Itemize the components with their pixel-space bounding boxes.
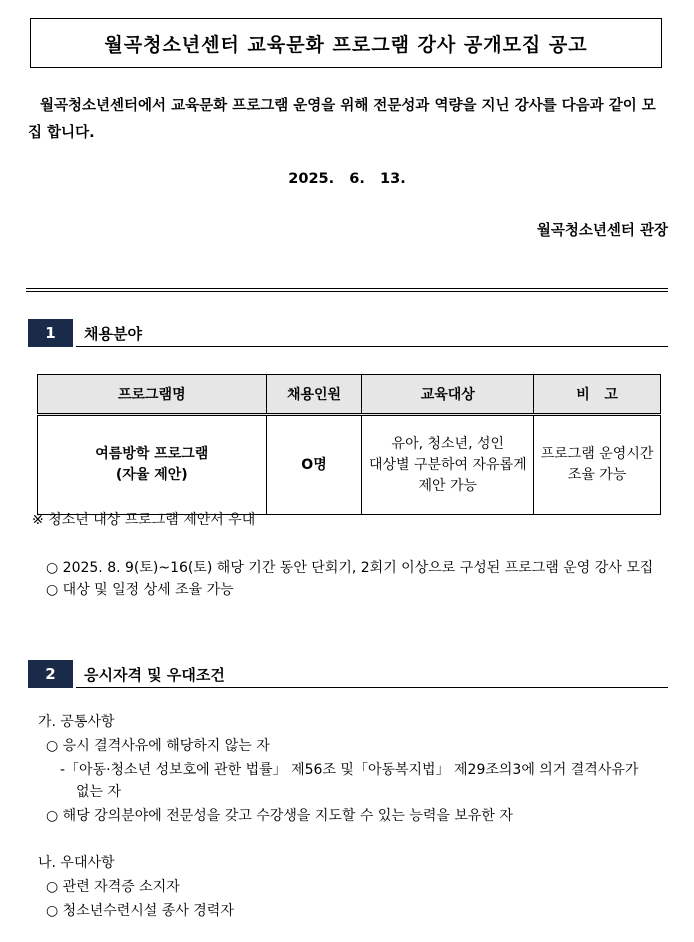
divider — [26, 288, 668, 292]
note-line: 조율 가능 — [567, 467, 627, 483]
program-cell — [38, 415, 267, 515]
bullet-item: ○ 대상 및 일정 상세 조율 가능 — [46, 582, 234, 598]
table-header: 비 고 — [534, 375, 661, 415]
section-number: 1 — [28, 319, 73, 347]
target-cell — [362, 415, 534, 515]
headcount-cell: O명 — [266, 415, 362, 515]
list-item: ○ 응시 결격사유에 해당하지 않는 자 — [46, 738, 270, 754]
table-header: 교육대상 — [362, 375, 534, 415]
table-header: 프로그램명 — [38, 375, 267, 415]
table-header-row — [38, 375, 661, 415]
target-line: 대상별 구분하여 자유롭게 — [368, 456, 527, 473]
target-line: 제안 가능 — [418, 477, 478, 494]
signer: 월곡청소년센터 관장 — [536, 223, 668, 239]
list-item: ○ 관련 자격증 소지자 — [46, 879, 180, 895]
table-footnote: ※ 청소년 대상 프로그램 제안서 우대 — [32, 512, 256, 528]
program-note: (자율 제안) — [115, 467, 188, 483]
table-row — [38, 415, 661, 515]
intro-text: 월곡청소년센터에서 교육문화 프로그램 운영을 위해 전문성과 역량을 지닌 강사를 다음과 같이 모집 합니다. — [28, 98, 656, 141]
section-title: 채용분야 — [84, 325, 142, 343]
page-title — [30, 18, 662, 68]
list-item-detail: -「아동·청소년 성보호에 관한 법률」 제56조 및「아동복지법」 제29조의3에 의거 결격사유가 — [60, 762, 639, 778]
subsection-heading: 나. 우대사항 — [38, 855, 115, 871]
note-line: 프로그램 운영시간 — [540, 446, 654, 462]
list-item: ○ 청소년수련시설 종사 경력자 — [46, 903, 234, 919]
section-2-header — [28, 660, 668, 688]
section-title: 응시자격 및 우대조건 — [84, 666, 225, 684]
section-number: 2 — [28, 660, 73, 688]
target-line: 유아, 청소년, 성인 — [391, 435, 505, 452]
bullet-item: ○ 2025. 8. 9(토)~16(토) 해당 기간 동안 단회기, 2회기 이상으로 구성된 프로그램 운영 강사 모집 — [46, 560, 654, 576]
section-1-header — [28, 319, 668, 347]
note-cell — [534, 415, 661, 515]
recruit-table — [37, 374, 661, 515]
announcement-date: 2025. 6. 13. — [288, 171, 406, 187]
page-title-text: 월곡청소년센터 교육문화 프로그램 강사 공개모집 공고 — [104, 33, 588, 56]
list-item-detail: 없는 자 — [76, 784, 122, 800]
list-item: ○ 해당 강의분야에 전문성을 갖고 수강생을 지도할 수 있는 능력을 보유한 자 — [46, 808, 513, 824]
section-underline — [76, 346, 668, 347]
subsection-heading: 가. 공통사항 — [38, 714, 115, 730]
table-header: 채용인원 — [266, 375, 362, 415]
program-name: 여름방학 프로그램 — [95, 446, 209, 462]
section-underline — [76, 687, 668, 688]
intro-paragraph — [28, 93, 668, 147]
